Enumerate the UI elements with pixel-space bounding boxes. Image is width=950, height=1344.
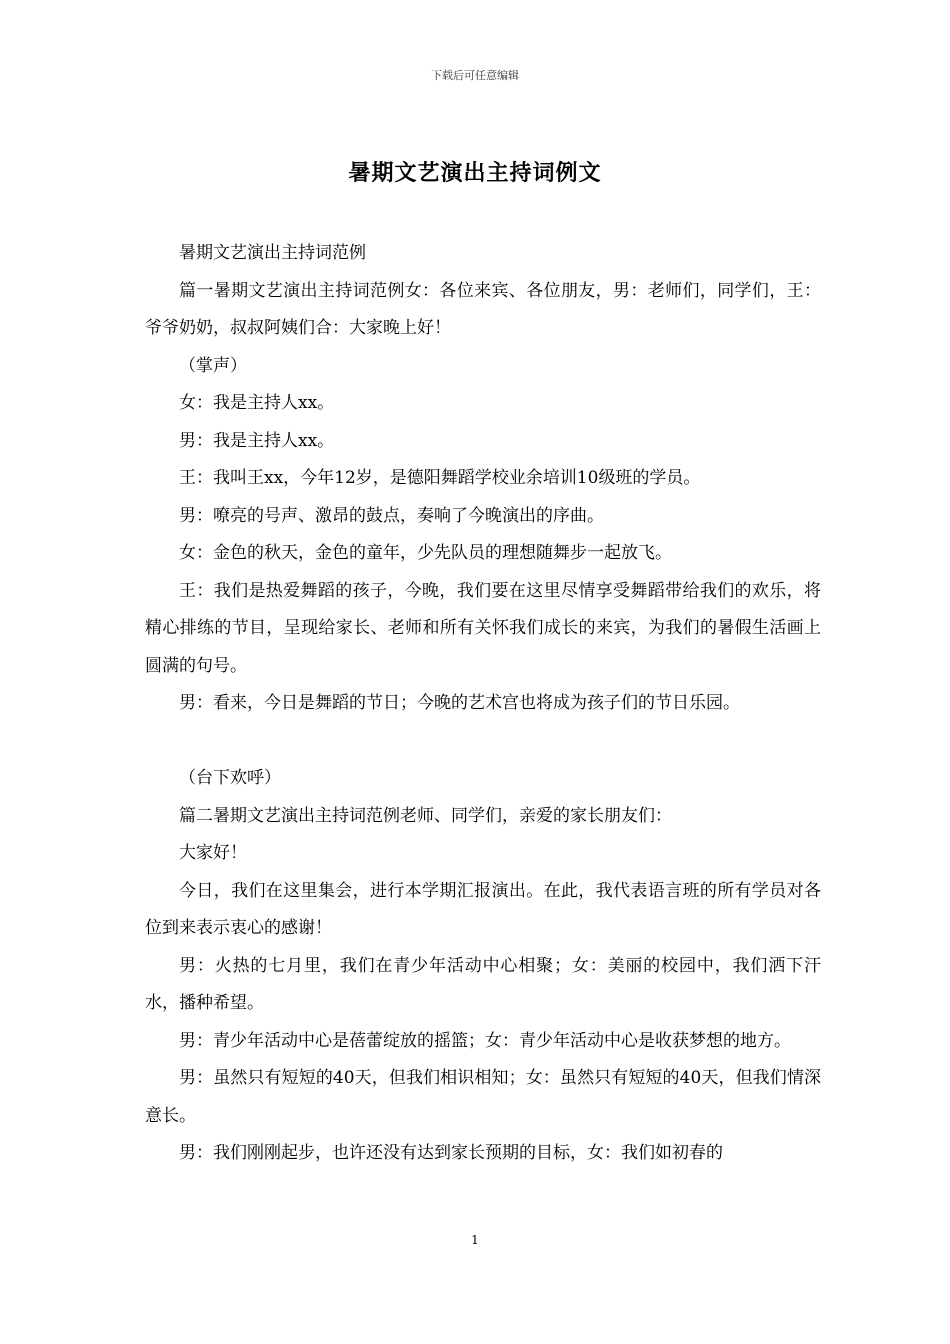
paragraph: 王：我们是热爱舞蹈的孩子，今晚，我们要在这里尽情享受舞蹈带给我们的欢乐，将精心排练的节目，呈现给家长、老师和所有关怀我们成长的来宾，为我们的暑假生活画上圆满的句号。	[145, 580, 821, 676]
paragraph: 大家好！	[179, 843, 247, 863]
paragraph: 王：我叫王xx，今年12岁，是德阳舞蹈学校业余培训10级班的学员。	[179, 468, 701, 488]
page-number: 1	[471, 1233, 479, 1247]
paragraph: （台下欢呼）	[179, 768, 281, 788]
document-title: 暑期文艺演出主持词例文	[348, 160, 602, 186]
paragraph-subtitle: 暑期文艺演出主持词范例	[179, 243, 366, 263]
paragraph: 女：我是主持人xx。	[179, 393, 335, 413]
paragraph: 篇二暑期文艺演出主持词范例老师、同学们，亲爱的家长朋友们：	[179, 805, 672, 826]
header-note: 下载后可任意编辑	[431, 69, 519, 82]
document-body	[145, 235, 821, 1173]
paragraph: （掌声）	[179, 355, 247, 376]
paragraph: 男：火热的七月里，我们在青少年活动中心相聚；女：美丽的校园中，我们洒下汗水，播种希望。	[145, 955, 821, 1013]
paragraph: 男：我是主持人xx。	[179, 430, 335, 451]
paragraph: 男：看来，今日是舞蹈的节日；今晚的艺术宫也将成为孩子们的节日乐园。	[179, 693, 740, 713]
paragraph: 篇一暑期文艺演出主持词范例女：各位来宾、各位朋友，男：老师们，同学们，王：爷爷奶奶，叔叔阿姨们合：大家晚上好！	[145, 280, 821, 338]
paragraph: 今日，我们在这里集会，进行本学期汇报演出。在此，我代表语言班的所有学员对各位到来表示衷心的感谢！	[145, 880, 821, 938]
paragraph: 男：虽然只有短短的40天，但我们相识相知；女：虽然只有短短的40天，但我们情深意长。	[145, 1068, 821, 1126]
paragraph: 男：青少年活动中心是蓓蕾绽放的摇篮；女：青少年活动中心是收获梦想的地方。	[179, 1030, 791, 1051]
paragraph: 女：金色的秋天，金色的童年，少先队员的理想随舞步一起放飞。	[179, 543, 672, 563]
paragraph: 男：嘹亮的号声、激昂的鼓点，奏响了今晚演出的序曲。	[179, 505, 604, 526]
paragraph: 男：我们刚刚起步，也许还没有达到家长预期的目标，女：我们如初春的	[179, 1143, 723, 1163]
